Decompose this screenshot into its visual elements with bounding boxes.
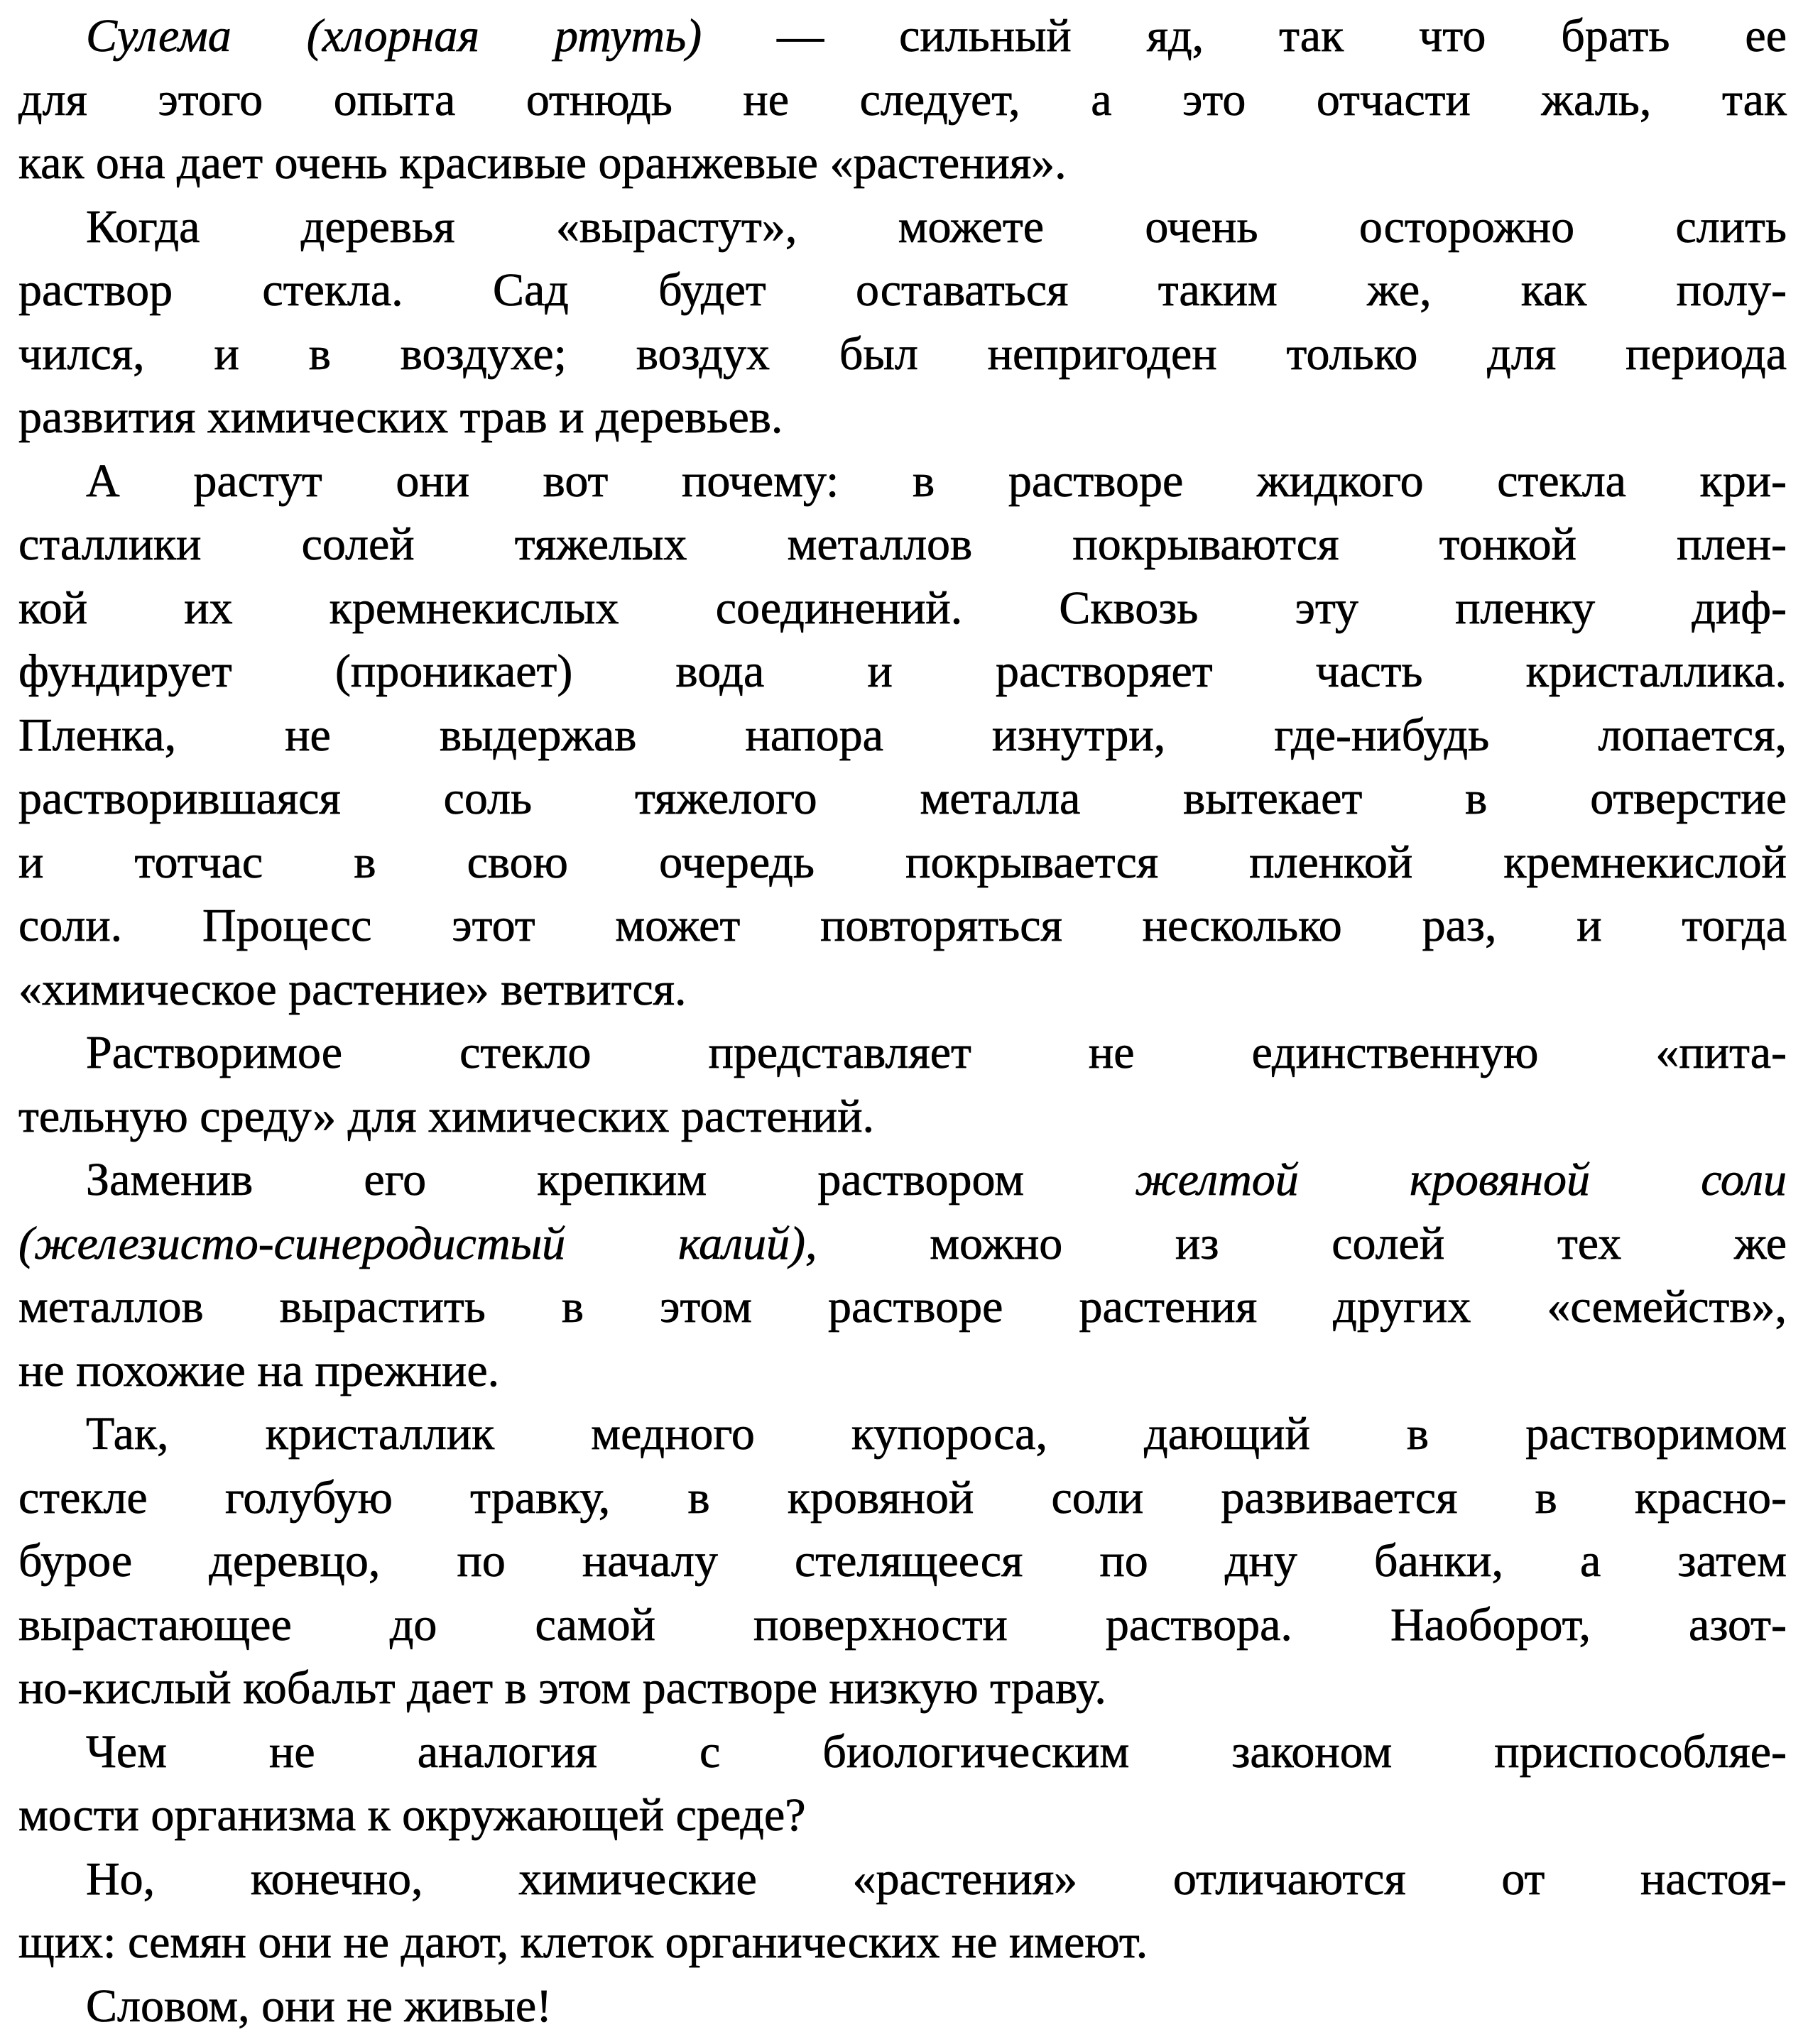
text-line bbox=[18, 1212, 1787, 1276]
text-line bbox=[18, 1847, 1787, 1911]
text-segment: Когда деревья «вырастут», можете очень осторожно слить bbox=[86, 200, 1787, 253]
text-line bbox=[18, 1593, 1787, 1657]
text-line bbox=[18, 831, 1787, 895]
text-segment: бурое деревцо, по началу стелящееся по дну банки, а затем bbox=[18, 1535, 1787, 1587]
text-segment: вырастающее до самой поверхности раствора. Наоборот, азот- bbox=[18, 1598, 1787, 1651]
text-segment: кой их кремнекислых соединений. Сквозь эту пленку диф- bbox=[18, 581, 1787, 634]
text-line bbox=[18, 704, 1787, 767]
text-line bbox=[18, 322, 1787, 386]
text-line bbox=[18, 894, 1787, 958]
text-segment: Но, конечно, химические «растения» отличаются от настоя- bbox=[86, 1852, 1787, 1905]
text-line bbox=[18, 1021, 1787, 1085]
text-segment: стекле голубую травку, в кровяной соли развивается в красно- bbox=[18, 1471, 1787, 1524]
text-segment: Чем не аналогия с биологическим законом приспособляе- bbox=[86, 1725, 1787, 1778]
text-line bbox=[18, 1974, 1787, 2038]
text-segment: Заменив его крепким раствором bbox=[86, 1154, 1136, 1206]
text-segment: щих: семян они не дают, клеток органических не имеют. bbox=[18, 1916, 1148, 1968]
text-line bbox=[18, 1783, 1787, 1847]
text-segment: «химическое растение» ветвится. bbox=[18, 963, 687, 1015]
text-segment: Пленка, не выдержав напора изнутри, где-нибудь лопается, bbox=[18, 709, 1787, 761]
text-line bbox=[18, 68, 1787, 132]
text-line bbox=[18, 1148, 1787, 1212]
text-segment: но-кислый кобальт дает в этом растворе низкую траву. bbox=[18, 1662, 1106, 1714]
text-segment: развития химических трав и деревьев. bbox=[18, 391, 783, 443]
text-segment: можно из солей тех же bbox=[817, 1217, 1787, 1269]
text-segment: растворившаяся соль тяжелого металла вытекает в отверстие bbox=[18, 772, 1787, 824]
text-line bbox=[18, 386, 1787, 449]
text-segment: для этого опыта отнюдь не следует, а это отчасти жаль, так bbox=[18, 73, 1787, 126]
text-segment: не похожие на прежние. bbox=[18, 1344, 500, 1397]
text-segment: раствор стекла. Сад будет оставаться таким же, как полу- bbox=[18, 264, 1787, 316]
text-line bbox=[18, 1085, 1787, 1149]
text-segment: и тотчас в свою очередь покрывается пленкой кремнекислой bbox=[18, 836, 1787, 888]
text-line bbox=[18, 1402, 1787, 1466]
text-line bbox=[18, 1339, 1787, 1403]
text-segment: А растут они вот почему: в растворе жидкого стекла кри- bbox=[86, 454, 1787, 507]
text-line bbox=[18, 258, 1787, 322]
text-line bbox=[18, 1656, 1787, 1720]
text-line bbox=[18, 1720, 1787, 1784]
italic-text-segment: (железисто-синеродистый калий), bbox=[18, 1217, 817, 1269]
text-line bbox=[18, 576, 1787, 640]
italic-text-segment: желтой кровяной соли bbox=[1135, 1154, 1787, 1206]
text-line bbox=[18, 449, 1787, 513]
text-segment: фундирует (проникает) вода и растворяет часть кристаллика. bbox=[18, 645, 1787, 697]
text-segment: тельную среду» для химических растений. bbox=[18, 1090, 875, 1142]
text-segment: металлов вырастить в этом растворе растения других «семейств», bbox=[18, 1281, 1787, 1333]
text-segment: чился, и в воздухе; воздух был непригоден только для периода bbox=[18, 327, 1787, 380]
text-segment: Так, кристаллик медного купороса, дающий в растворимом bbox=[86, 1408, 1787, 1460]
text-line bbox=[18, 1466, 1787, 1530]
text-segment: Словом, они не живые! bbox=[86, 1979, 552, 2032]
text-line bbox=[18, 513, 1787, 576]
text-line bbox=[18, 195, 1787, 259]
text-segment: мости организма к окружающей среде? bbox=[18, 1789, 806, 1841]
text-segment: как она дает очень красивые оранжевые «растения». bbox=[18, 137, 1067, 189]
text-line bbox=[18, 131, 1787, 195]
text-line bbox=[18, 1529, 1787, 1593]
page-text bbox=[18, 4, 1787, 2038]
italic-text-segment: Сулема (хлорная ртуть) bbox=[86, 10, 702, 62]
text-segment: Растворимое стекло представляет не единственную «пита- bbox=[86, 1027, 1787, 1078]
text-line bbox=[18, 767, 1787, 831]
text-line bbox=[18, 1275, 1787, 1339]
text-segment: — сильный яд, так что брать ее bbox=[702, 10, 1787, 62]
text-segment: соли. Процесс этот может повторяться несколько раз, и тогда bbox=[18, 900, 1787, 951]
text-line bbox=[18, 640, 1787, 704]
text-segment: сталлики солей тяжелых металлов покрываются тонкой плен- bbox=[18, 518, 1787, 570]
text-line bbox=[18, 4, 1787, 68]
text-line bbox=[18, 1911, 1787, 1974]
text-line bbox=[18, 958, 1787, 1022]
